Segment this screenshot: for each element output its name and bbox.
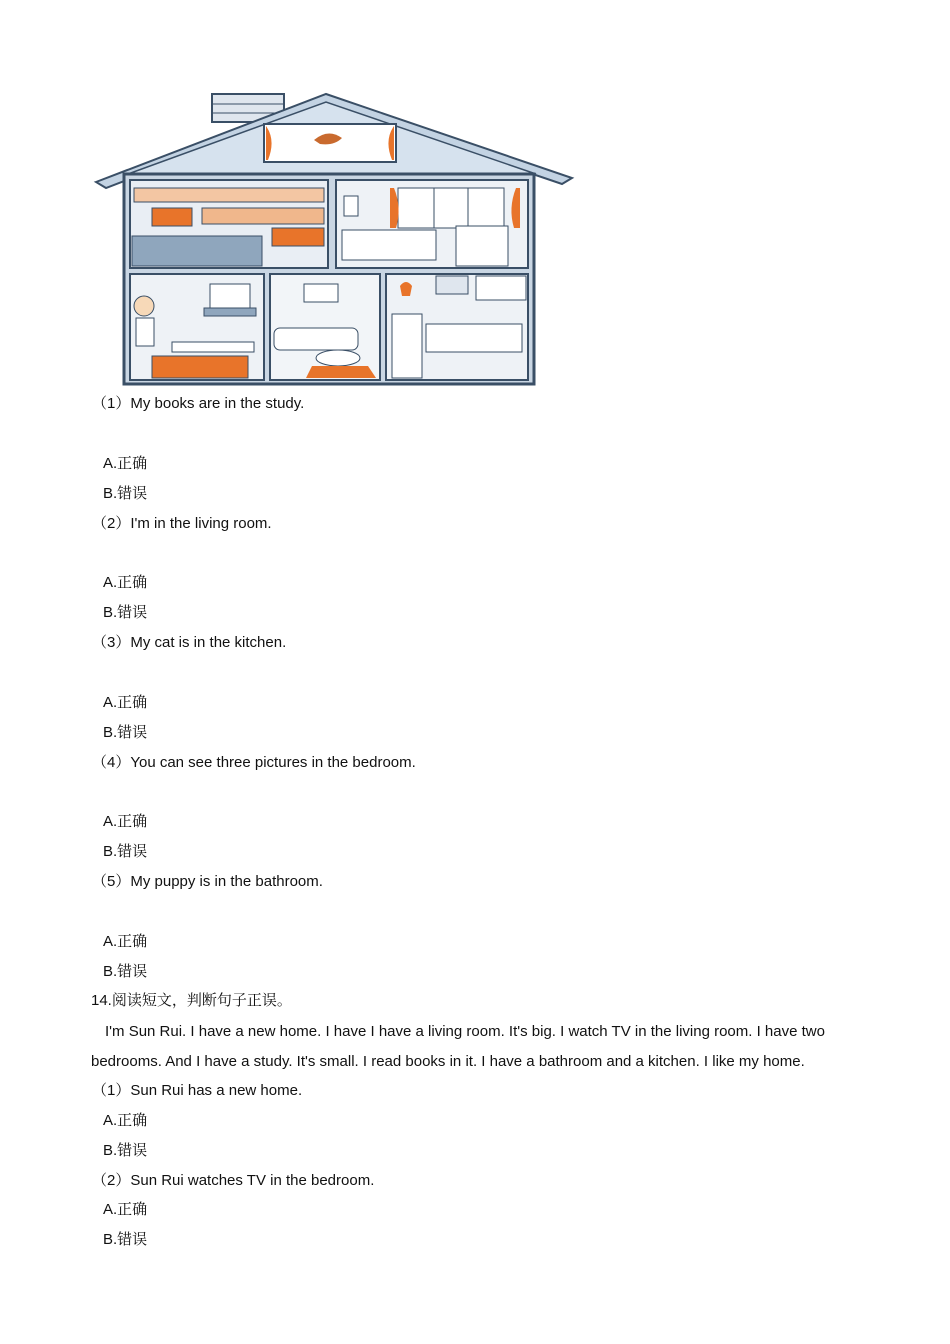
- option-a-13-4[interactable]: A.正确: [103, 813, 148, 830]
- option-b-13-5[interactable]: B.错误: [103, 963, 148, 980]
- option-a-13-1[interactable]: A.正确: [103, 455, 148, 472]
- question-14-2: （2）Sun Rui watches TV in the bedroom.: [92, 1172, 375, 1189]
- option-b-14-2[interactable]: B.错误: [103, 1231, 148, 1248]
- question-13-5: （5）My puppy is in the bathroom.: [92, 873, 323, 890]
- house-illustration: [92, 88, 576, 388]
- option-b-13-3[interactable]: B.错误: [103, 724, 148, 741]
- reading-passage-text: I'm Sun Rui. I have a new home. I have I have a living room. It's big. I watch TV in the living room. I have two bedrooms. And I have a study. It's small. I read books in it. I have a bathroom and a kitchen. I like my home.: [91, 1023, 825, 1070]
- question-13-1: （1）My books are in the study.: [92, 395, 305, 412]
- option-a-14-2[interactable]: A.正确: [103, 1201, 148, 1218]
- section-14-heading: 14.阅读短文，判断句子正误。: [91, 992, 292, 1009]
- question-14-1: （1）Sun Rui has a new home.: [92, 1082, 303, 1099]
- option-a-13-2[interactable]: A.正确: [103, 574, 148, 591]
- option-b-13-1[interactable]: B.错误: [103, 485, 148, 502]
- option-a-14-1[interactable]: A.正确: [103, 1112, 148, 1129]
- option-b-13-4[interactable]: B.错误: [103, 843, 148, 860]
- option-a-13-3[interactable]: A.正确: [103, 694, 148, 711]
- question-13-3: （3）My cat is in the kitchen.: [92, 634, 287, 651]
- reading-passage: [91, 1017, 851, 1077]
- question-13-4: （4）You can see three pictures in the bedroom.: [92, 754, 416, 771]
- option-b-13-2[interactable]: B.错误: [103, 604, 148, 621]
- question-13-2: （2）I'm in the living room.: [92, 515, 272, 532]
- option-a-13-5[interactable]: A.正确: [103, 933, 148, 950]
- option-b-14-1[interactable]: B.错误: [103, 1142, 148, 1159]
